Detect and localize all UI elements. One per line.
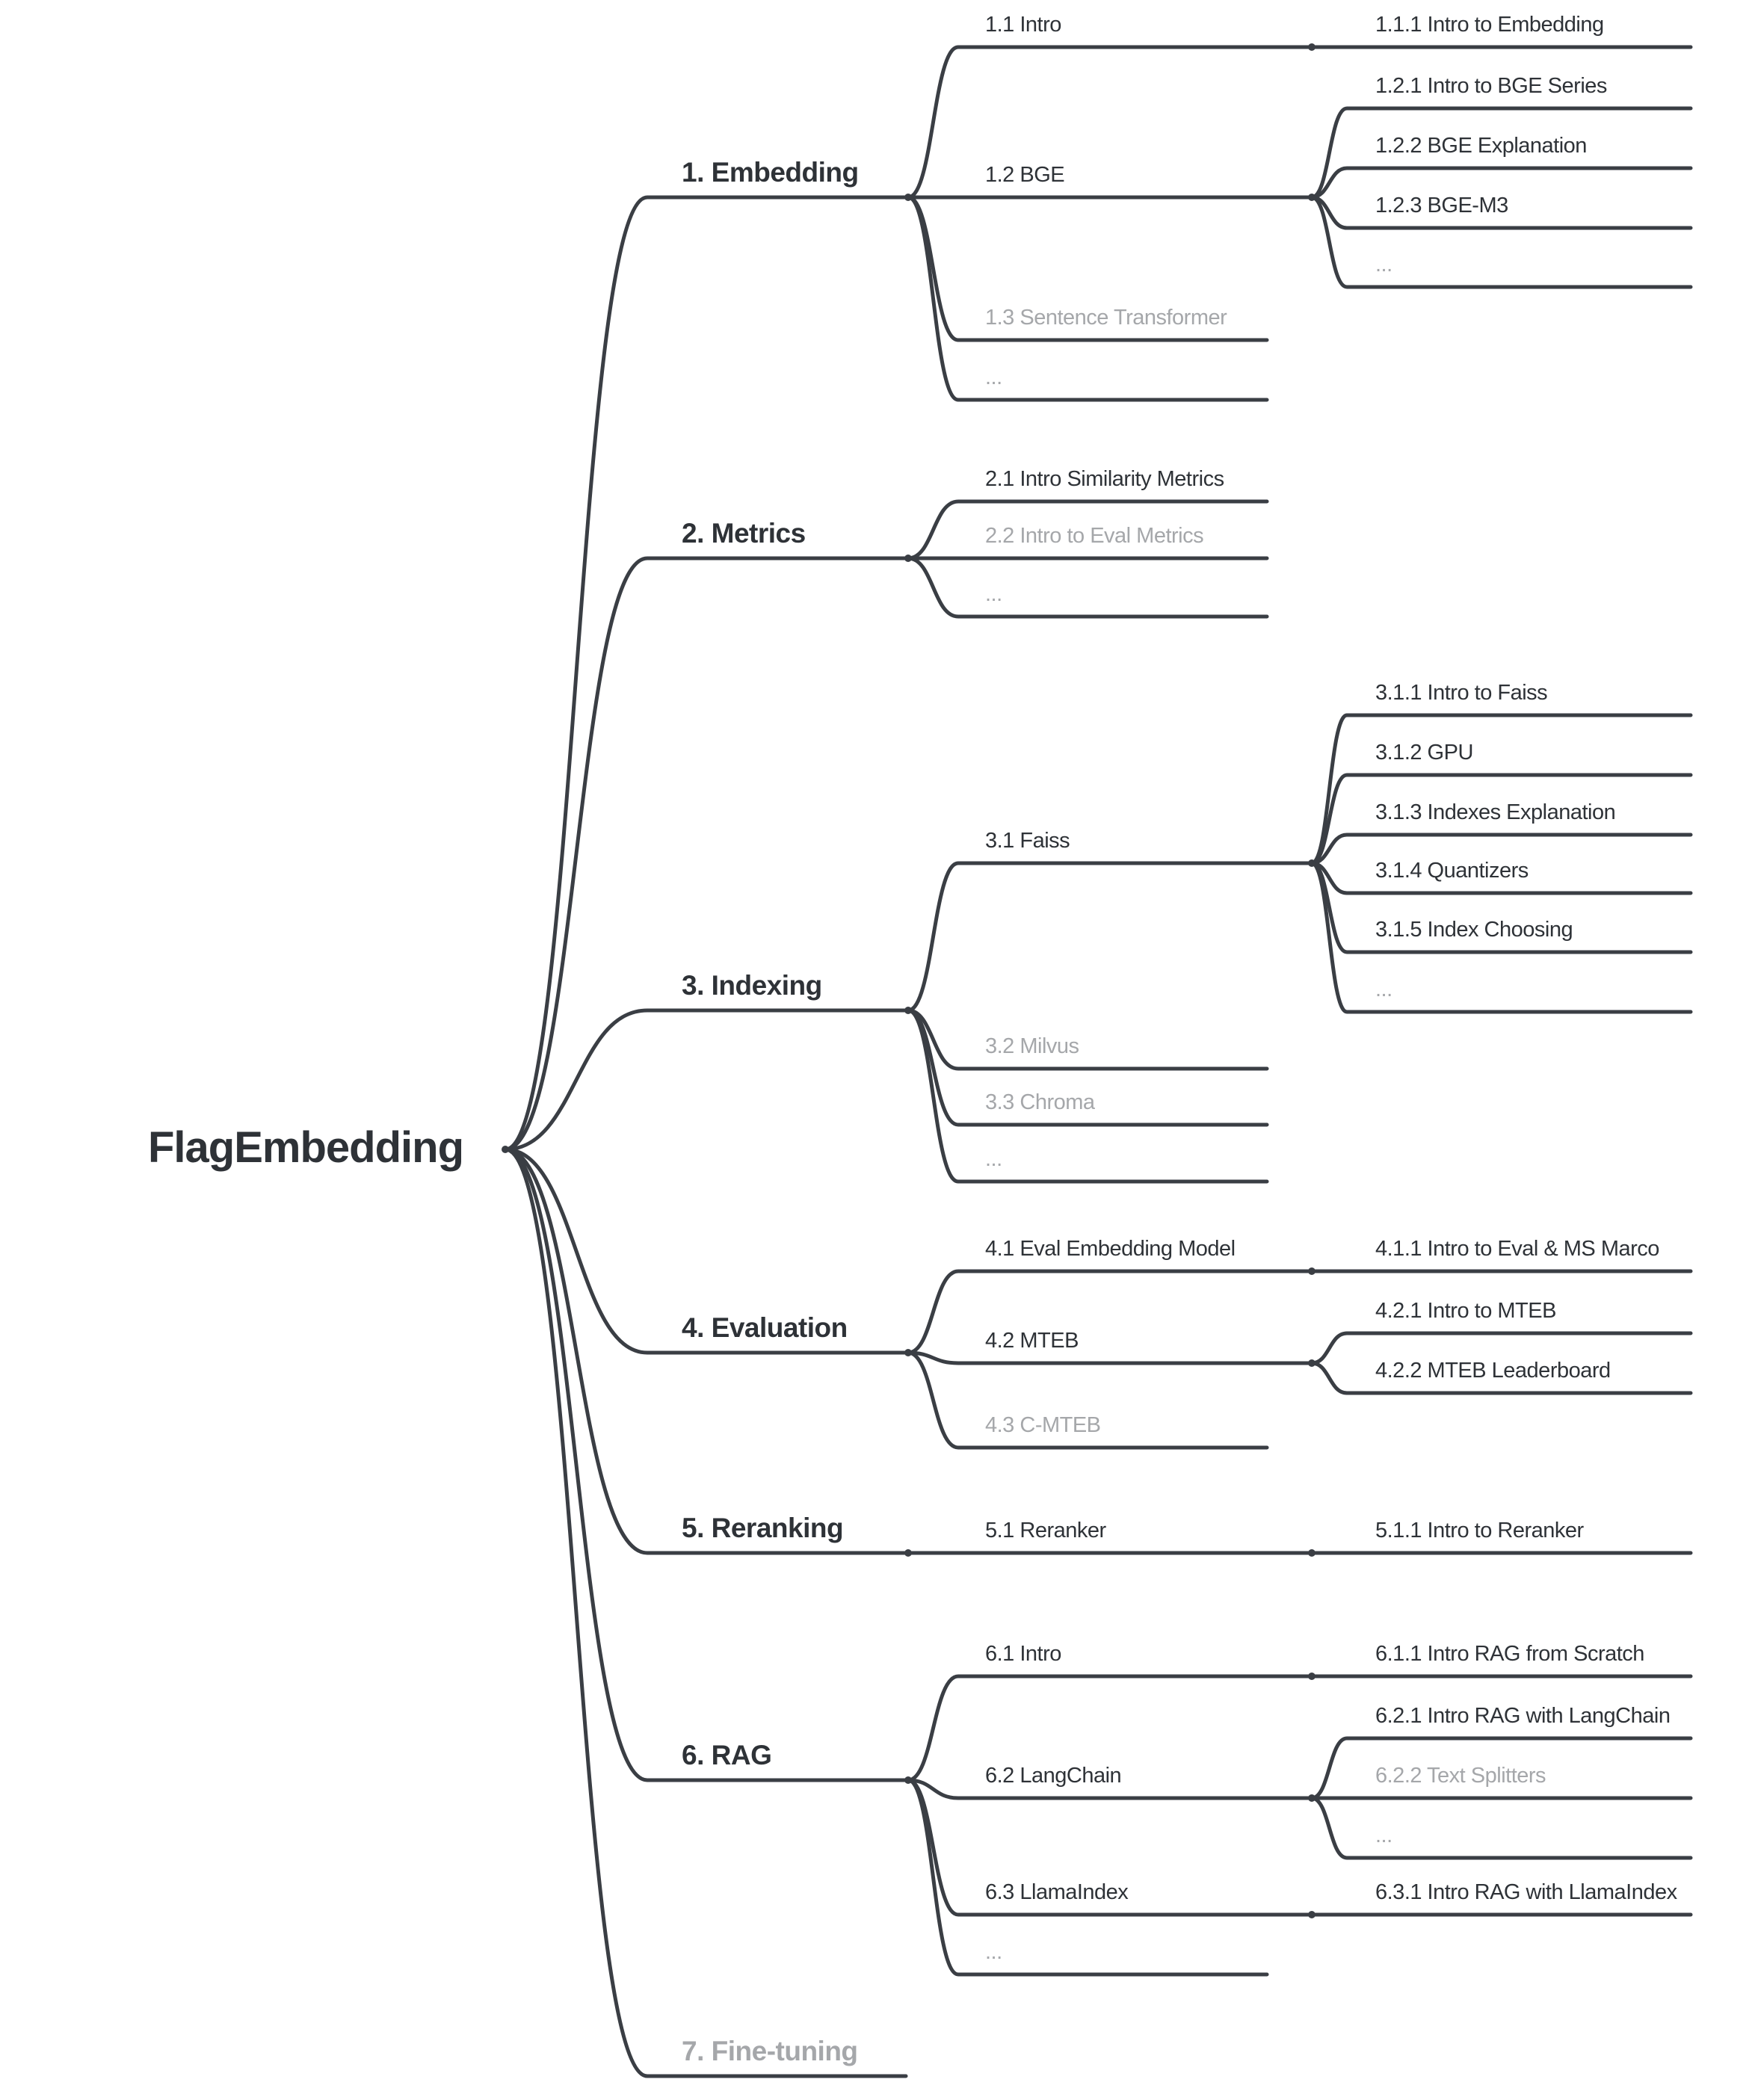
node-2-1[interactable]: 2.1 Intro Similarity Metrics bbox=[985, 467, 1224, 491]
node-1-3[interactable]: 1.3 Sentence Transformer bbox=[985, 306, 1227, 330]
node-3-1-1[interactable]: 3.1.1 Intro to Faiss bbox=[1375, 681, 1548, 705]
node-6-2-2[interactable]: 6.2.2 Text Splitters bbox=[1375, 1764, 1546, 1788]
node-5[interactable]: 5. Reranking bbox=[682, 1513, 844, 1543]
node-6-2[interactable]: 6.2 LangChain bbox=[985, 1764, 1122, 1788]
node-3[interactable]: 3. Indexing bbox=[682, 970, 822, 1001]
node-1-2-d[interactable]: ... bbox=[1375, 253, 1392, 277]
node-6[interactable]: 6. RAG bbox=[682, 1740, 772, 1770]
node-1-2-1[interactable]: 1.2.1 Intro to BGE Series bbox=[1375, 74, 1607, 98]
node-2[interactable]: 2. Metrics bbox=[682, 518, 806, 549]
node-6-1-1[interactable]: 6.1.1 Intro RAG from Scratch bbox=[1375, 1642, 1644, 1666]
node-5-1-1[interactable]: 5.1.1 Intro to Reranker bbox=[1375, 1519, 1584, 1542]
node-4-2-1[interactable]: 4.2.1 Intro to MTEB bbox=[1375, 1299, 1556, 1323]
node-6-3[interactable]: 6.3 LlamaIndex bbox=[985, 1880, 1129, 1904]
node-6-2-1[interactable]: 6.2.1 Intro RAG with LangChain bbox=[1375, 1704, 1671, 1728]
node-3-1-5[interactable]: 3.1.5 Index Choosing bbox=[1375, 918, 1573, 942]
node-1-1-1[interactable]: 1.1.1 Intro to Embedding bbox=[1375, 13, 1604, 37]
node-3-1-4[interactable]: 3.1.4 Quantizers bbox=[1375, 859, 1529, 883]
node-1-2-3[interactable]: 1.2.3 BGE-M3 bbox=[1375, 194, 1508, 217]
node-3-2[interactable]: 3.2 Milvus bbox=[985, 1034, 1079, 1058]
node-1-1[interactable]: 1.1 Intro bbox=[985, 13, 1061, 37]
node-3-d[interactable]: ... bbox=[985, 1147, 1002, 1171]
node-2-d[interactable]: ... bbox=[985, 582, 1002, 606]
node-3-1[interactable]: 3.1 Faiss bbox=[985, 829, 1070, 853]
node-5-1[interactable]: 5.1 Reranker bbox=[985, 1519, 1106, 1542]
node-1[interactable]: 1. Embedding bbox=[682, 157, 859, 188]
node-4[interactable]: 4. Evaluation bbox=[682, 1312, 848, 1343]
node-4-3[interactable]: 4.3 C-MTEB bbox=[985, 1413, 1101, 1437]
node-3-1-3[interactable]: 3.1.3 Indexes Explanation bbox=[1375, 800, 1616, 824]
node-3-3[interactable]: 3.3 Chroma bbox=[985, 1090, 1095, 1114]
node-1-d[interactable]: ... bbox=[985, 365, 1002, 389]
node-1-2-2[interactable]: 1.2.2 BGE Explanation bbox=[1375, 134, 1587, 158]
node-6-d[interactable]: ... bbox=[985, 1940, 1002, 1964]
node-3-1-d[interactable]: ... bbox=[1375, 978, 1392, 1001]
node-1-2[interactable]: 1.2 BGE bbox=[985, 163, 1065, 187]
node-7[interactable]: 7. Fine-tuning bbox=[682, 2036, 858, 2066]
node-4-1[interactable]: 4.1 Eval Embedding Model bbox=[985, 1237, 1236, 1261]
node-6-1[interactable]: 6.1 Intro bbox=[985, 1642, 1061, 1666]
node-6-2-d[interactable]: ... bbox=[1375, 1823, 1392, 1847]
node-root[interactable]: FlagEmbedding bbox=[148, 1122, 463, 1172]
node-4-1-1[interactable]: 4.1.1 Intro to Eval & MS Marco bbox=[1375, 1237, 1659, 1261]
node-3-1-2[interactable]: 3.1.2 GPU bbox=[1375, 741, 1473, 765]
node-4-2-2[interactable]: 4.2.2 MTEB Leaderboard bbox=[1375, 1359, 1611, 1383]
node-4-2[interactable]: 4.2 MTEB bbox=[985, 1329, 1079, 1353]
node-6-3-1[interactable]: 6.3.1 Intro RAG with LlamaIndex bbox=[1375, 1880, 1677, 1904]
node-2-2[interactable]: 2.2 Intro to Eval Metrics bbox=[985, 524, 1204, 548]
